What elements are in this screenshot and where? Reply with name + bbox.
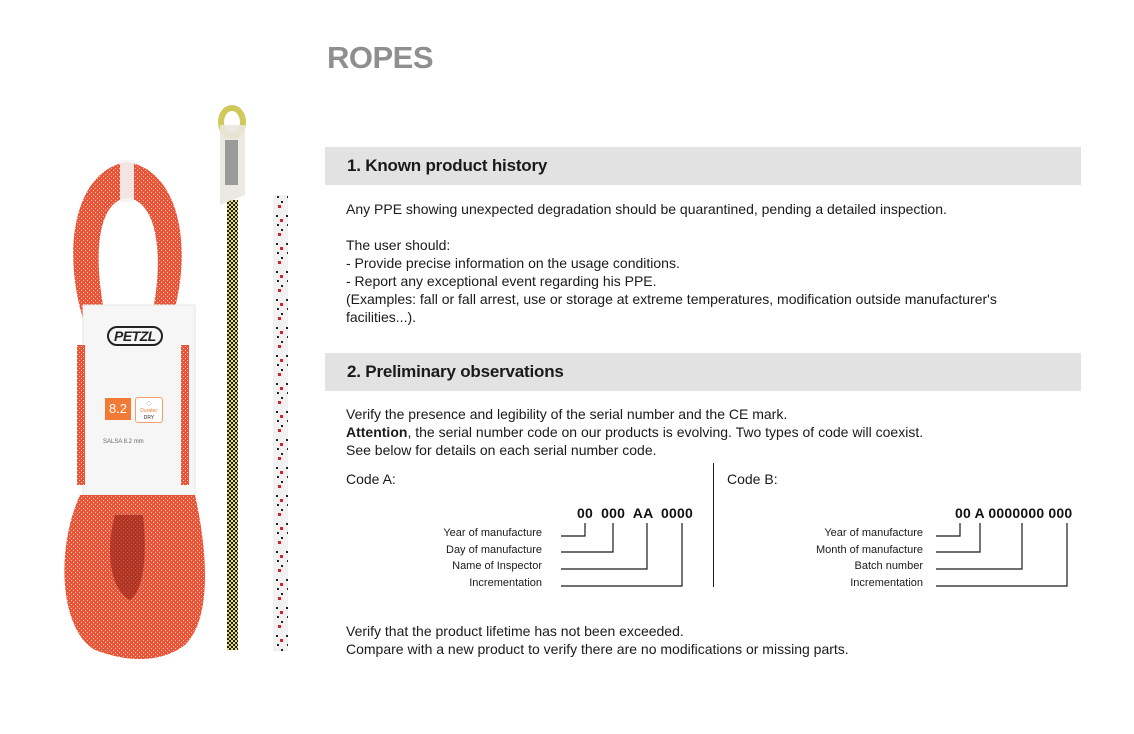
section-2-closing xyxy=(346,622,1066,658)
paragraph-line: Verify the presence and legibility of the serial number and the CE mark. xyxy=(346,406,788,422)
treatment-line2: DRY xyxy=(143,415,155,421)
diameter-badge: 8.2 xyxy=(105,398,131,420)
code-b-label: Code B: xyxy=(727,471,778,487)
paragraph-line: The user should: xyxy=(346,237,451,253)
section-heading: 1. Known product history xyxy=(347,156,548,175)
paragraph-line: - Report any exceptional event regarding his PPE. xyxy=(346,273,657,289)
attention-text: , the serial number code on our products is evolving. Two types of code will coexist. xyxy=(407,424,924,440)
section-heading: 2. Preliminary observations xyxy=(347,362,564,381)
field-day: Day of manufacture xyxy=(446,543,542,556)
field-month: Month of manufacture xyxy=(815,543,923,556)
paragraph-line: facilities...). xyxy=(346,309,417,325)
attention-bold: Attention xyxy=(346,424,408,440)
code-a-label: Code A: xyxy=(346,471,396,487)
paragraph-line: - Provide precise information on the usage conditions. xyxy=(346,255,680,271)
paragraph-line: Verify that the product lifetime has not been exceeded. xyxy=(346,623,684,639)
section-1-intro: Any PPE showing unexpected degradation should be quarantined, pending a detailed inspection. xyxy=(346,201,947,217)
code-a-value: 00 000 AA 0000 xyxy=(577,505,693,521)
paragraph-line: Compare with a new product to verify there are no modifications or missing parts. xyxy=(346,641,849,657)
paragraph-line: (Examples: fall or fall arrest, use or storage at extreme temperatures, modification outside manufacturer's xyxy=(346,291,997,307)
field-year: Year of manufacture xyxy=(824,527,923,539)
product-name-label: SALSA 8.2 mm xyxy=(103,439,144,445)
field-incrementation: Incrementation xyxy=(469,576,542,589)
field-inspector: Name of Inspector xyxy=(452,560,542,572)
treatment-line1: Duratec xyxy=(140,408,158,414)
field-year: Year of manufacture xyxy=(443,527,542,539)
brand-logo: PETZL xyxy=(107,326,163,346)
code-b-value: 00 A 0000000 000 xyxy=(955,505,1073,521)
drop-icon: ◌ xyxy=(146,398,152,408)
field-incrementation: Incrementation xyxy=(850,576,923,589)
field-batch: Batch number xyxy=(854,560,923,572)
paragraph-line: See below for details on each serial number code. xyxy=(346,442,657,458)
page-title: ROPES xyxy=(327,40,434,75)
